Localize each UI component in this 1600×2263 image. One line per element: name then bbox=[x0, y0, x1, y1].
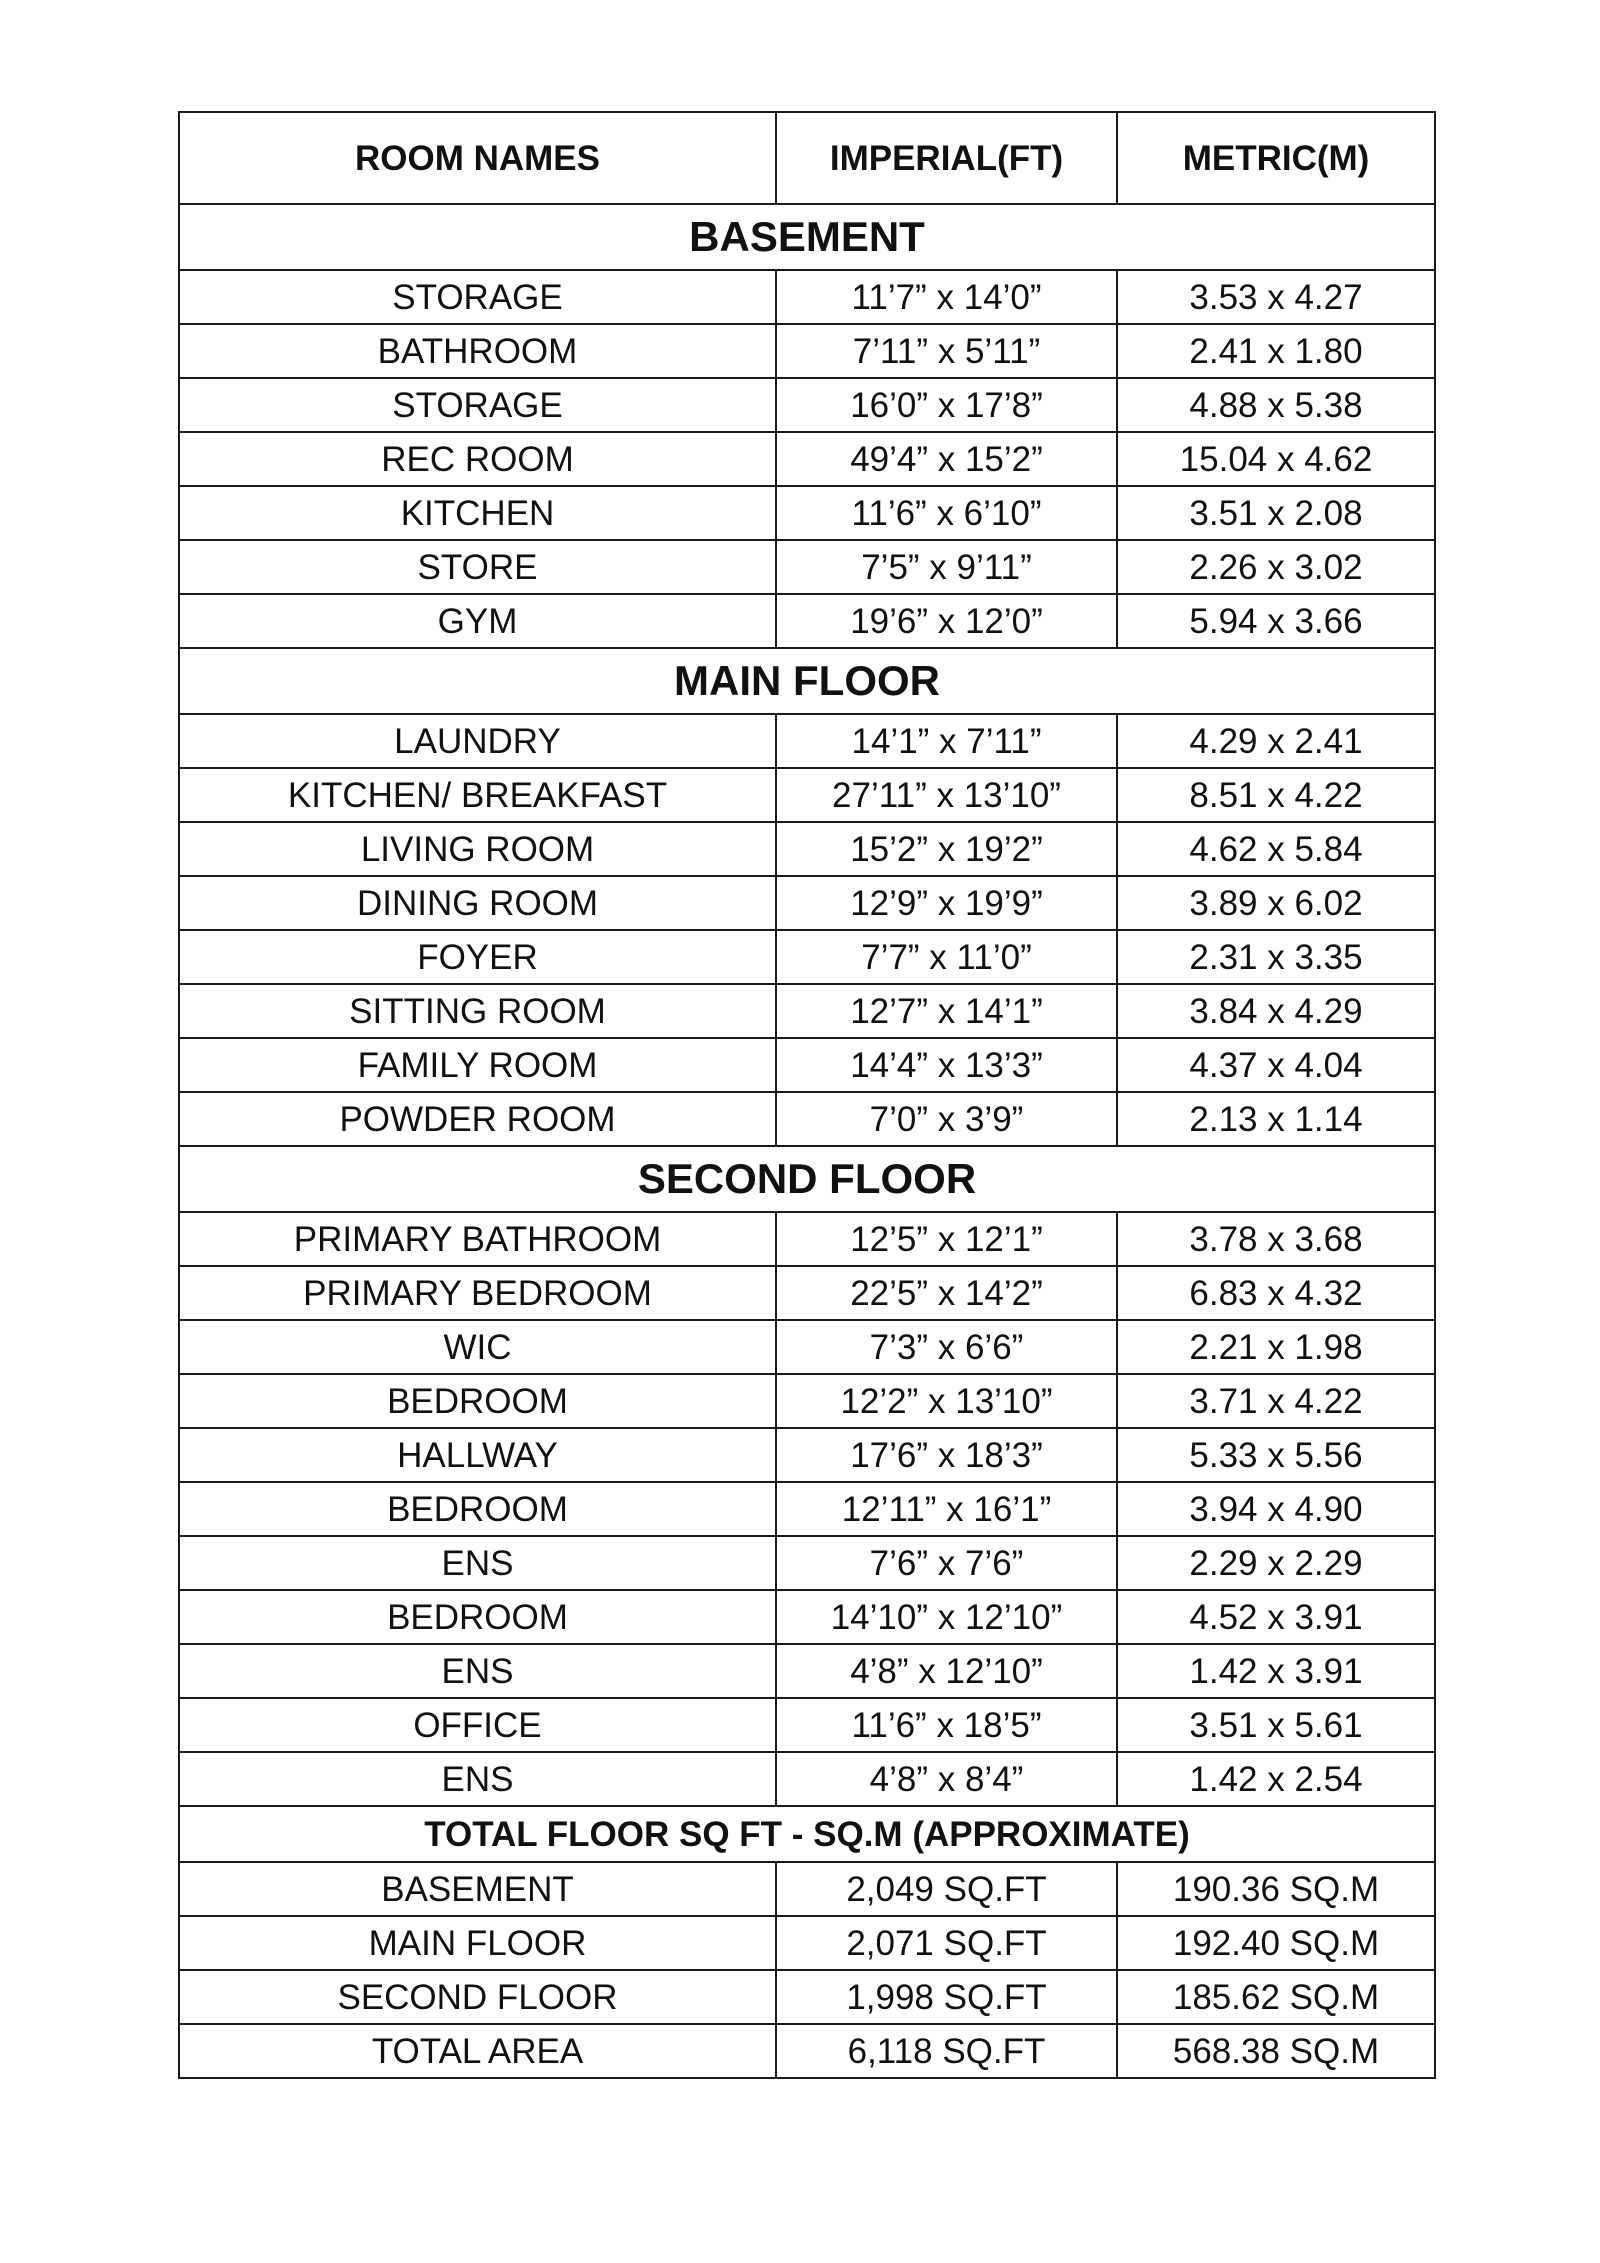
table-row bbox=[179, 876, 1435, 930]
room-name-cell: DINING ROOM bbox=[179, 876, 776, 930]
imperial-dimension-cell: 22’5” x 14’2” bbox=[776, 1266, 1117, 1320]
table-row bbox=[179, 1590, 1435, 1644]
imperial-dimension-cell: 12’7” x 14’1” bbox=[776, 984, 1117, 1038]
metric-dimension-cell: 1.42 x 2.54 bbox=[1117, 1752, 1435, 1806]
room-name-cell: ENS bbox=[179, 1752, 776, 1806]
table-row bbox=[179, 768, 1435, 822]
room-name-cell: OFFICE bbox=[179, 1698, 776, 1752]
metric-dimension-cell: 190.36 SQ.M bbox=[1117, 1862, 1435, 1916]
room-name-cell: BEDROOM bbox=[179, 1590, 776, 1644]
section-title: MAIN FLOOR bbox=[179, 648, 1435, 714]
metric-dimension-cell: 2.41 x 1.80 bbox=[1117, 324, 1435, 378]
imperial-dimension-cell: 17’6” x 18’3” bbox=[776, 1428, 1117, 1482]
metric-dimension-cell: 2.31 x 3.35 bbox=[1117, 930, 1435, 984]
section-title: BASEMENT bbox=[179, 204, 1435, 270]
table-row bbox=[179, 1428, 1435, 1482]
room-name-cell: ENS bbox=[179, 1536, 776, 1590]
imperial-dimension-cell: 14’1” x 7’11” bbox=[776, 714, 1117, 768]
table-row bbox=[179, 822, 1435, 876]
table-row bbox=[179, 378, 1435, 432]
imperial-dimension-cell: 4’8” x 12’10” bbox=[776, 1644, 1117, 1698]
imperial-dimension-cell: 49’4” x 15’2” bbox=[776, 432, 1117, 486]
metric-dimension-cell: 8.51 x 4.22 bbox=[1117, 768, 1435, 822]
imperial-dimension-cell: 7’6” x 7’6” bbox=[776, 1536, 1117, 1590]
room-name-cell: STORE bbox=[179, 540, 776, 594]
room-name-cell: STORAGE bbox=[179, 378, 776, 432]
section-header-row bbox=[179, 1146, 1435, 1212]
table-row bbox=[179, 1320, 1435, 1374]
totals-row bbox=[179, 1916, 1435, 1970]
room-name-cell: MAIN FLOOR bbox=[179, 1916, 776, 1970]
metric-dimension-cell: 3.84 x 4.29 bbox=[1117, 984, 1435, 1038]
metric-dimension-cell: 3.51 x 5.61 bbox=[1117, 1698, 1435, 1752]
imperial-dimension-cell: 2,071 SQ.FT bbox=[776, 1916, 1117, 1970]
room-name-cell: TOTAL AREA bbox=[179, 2024, 776, 2078]
imperial-dimension-cell: 16’0” x 17’8” bbox=[776, 378, 1117, 432]
totals-row bbox=[179, 1970, 1435, 2024]
room-dimensions-table bbox=[178, 111, 1436, 2079]
header-metric: METRIC(M) bbox=[1117, 112, 1435, 204]
table-row bbox=[179, 1644, 1435, 1698]
table-row bbox=[179, 270, 1435, 324]
section-header-row bbox=[179, 648, 1435, 714]
imperial-dimension-cell: 12’5” x 12’1” bbox=[776, 1212, 1117, 1266]
metric-dimension-cell: 2.26 x 3.02 bbox=[1117, 540, 1435, 594]
header-imperial: IMPERIAL(FT) bbox=[776, 112, 1117, 204]
metric-dimension-cell: 4.37 x 4.04 bbox=[1117, 1038, 1435, 1092]
section-header-row bbox=[179, 204, 1435, 270]
imperial-dimension-cell: 11’6” x 18’5” bbox=[776, 1698, 1117, 1752]
imperial-dimension-cell: 11’6” x 6’10” bbox=[776, 486, 1117, 540]
table-row bbox=[179, 714, 1435, 768]
metric-dimension-cell: 192.40 SQ.M bbox=[1117, 1916, 1435, 1970]
header-row bbox=[179, 112, 1435, 204]
imperial-dimension-cell: 12’9” x 19’9” bbox=[776, 876, 1117, 930]
metric-dimension-cell: 4.62 x 5.84 bbox=[1117, 822, 1435, 876]
imperial-dimension-cell: 11’7” x 14’0” bbox=[776, 270, 1117, 324]
metric-dimension-cell: 4.88 x 5.38 bbox=[1117, 378, 1435, 432]
metric-dimension-cell: 4.52 x 3.91 bbox=[1117, 1590, 1435, 1644]
imperial-dimension-cell: 14’4” x 13’3” bbox=[776, 1038, 1117, 1092]
totals-title: TOTAL FLOOR SQ FT - SQ.M (APPROXIMATE) bbox=[179, 1806, 1435, 1862]
metric-dimension-cell: 2.29 x 2.29 bbox=[1117, 1536, 1435, 1590]
room-name-cell: SITTING ROOM bbox=[179, 984, 776, 1038]
room-name-cell: PRIMARY BATHROOM bbox=[179, 1212, 776, 1266]
room-name-cell: FOYER bbox=[179, 930, 776, 984]
imperial-dimension-cell: 7’11” x 5’11” bbox=[776, 324, 1117, 378]
imperial-dimension-cell: 7’7” x 11’0” bbox=[776, 930, 1117, 984]
room-name-cell: WIC bbox=[179, 1320, 776, 1374]
room-name-cell: BATHROOM bbox=[179, 324, 776, 378]
table-row bbox=[179, 432, 1435, 486]
metric-dimension-cell: 3.53 x 4.27 bbox=[1117, 270, 1435, 324]
imperial-dimension-cell: 19’6” x 12’0” bbox=[776, 594, 1117, 648]
room-name-cell: SECOND FLOOR bbox=[179, 1970, 776, 2024]
totals-row bbox=[179, 1862, 1435, 1916]
table-row bbox=[179, 1752, 1435, 1806]
table-row bbox=[179, 1374, 1435, 1428]
room-name-cell: POWDER ROOM bbox=[179, 1092, 776, 1146]
imperial-dimension-cell: 27’11” x 13’10” bbox=[776, 768, 1117, 822]
metric-dimension-cell: 3.51 x 2.08 bbox=[1117, 486, 1435, 540]
table-row bbox=[179, 1212, 1435, 1266]
room-name-cell: HALLWAY bbox=[179, 1428, 776, 1482]
imperial-dimension-cell: 7’0” x 3’9” bbox=[776, 1092, 1117, 1146]
imperial-dimension-cell: 6,118 SQ.FT bbox=[776, 2024, 1117, 2078]
table-row bbox=[179, 1698, 1435, 1752]
metric-dimension-cell: 2.13 x 1.14 bbox=[1117, 1092, 1435, 1146]
room-name-cell: KITCHEN/ BREAKFAST bbox=[179, 768, 776, 822]
imperial-dimension-cell: 2,049 SQ.FT bbox=[776, 1862, 1117, 1916]
table-body bbox=[179, 112, 1435, 2078]
totals-row bbox=[179, 2024, 1435, 2078]
metric-dimension-cell: 5.94 x 3.66 bbox=[1117, 594, 1435, 648]
metric-dimension-cell: 3.94 x 4.90 bbox=[1117, 1482, 1435, 1536]
room-name-cell: LAUNDRY bbox=[179, 714, 776, 768]
table-row bbox=[179, 1266, 1435, 1320]
room-name-cell: LIVING ROOM bbox=[179, 822, 776, 876]
imperial-dimension-cell: 1,998 SQ.FT bbox=[776, 1970, 1117, 2024]
metric-dimension-cell: 568.38 SQ.M bbox=[1117, 2024, 1435, 2078]
table-row bbox=[179, 984, 1435, 1038]
metric-dimension-cell: 4.29 x 2.41 bbox=[1117, 714, 1435, 768]
table-row bbox=[179, 1536, 1435, 1590]
room-name-cell: BASEMENT bbox=[179, 1862, 776, 1916]
table-row bbox=[179, 594, 1435, 648]
imperial-dimension-cell: 12’11” x 16’1” bbox=[776, 1482, 1117, 1536]
metric-dimension-cell: 185.62 SQ.M bbox=[1117, 1970, 1435, 2024]
room-name-cell: BEDROOM bbox=[179, 1482, 776, 1536]
room-name-cell: REC ROOM bbox=[179, 432, 776, 486]
room-name-cell: KITCHEN bbox=[179, 486, 776, 540]
room-name-cell: PRIMARY BEDROOM bbox=[179, 1266, 776, 1320]
metric-dimension-cell: 3.89 x 6.02 bbox=[1117, 876, 1435, 930]
imperial-dimension-cell: 12’2” x 13’10” bbox=[776, 1374, 1117, 1428]
metric-dimension-cell: 15.04 x 4.62 bbox=[1117, 432, 1435, 486]
metric-dimension-cell: 6.83 x 4.32 bbox=[1117, 1266, 1435, 1320]
table-row bbox=[179, 1482, 1435, 1536]
imperial-dimension-cell: 7’3” x 6’6” bbox=[776, 1320, 1117, 1374]
imperial-dimension-cell: 7’5” x 9’11” bbox=[776, 540, 1117, 594]
metric-dimension-cell: 3.71 x 4.22 bbox=[1117, 1374, 1435, 1428]
metric-dimension-cell: 3.78 x 3.68 bbox=[1117, 1212, 1435, 1266]
table-row bbox=[179, 486, 1435, 540]
room-dimensions-sheet bbox=[178, 111, 1434, 2079]
room-name-cell: GYM bbox=[179, 594, 776, 648]
room-name-cell: ENS bbox=[179, 1644, 776, 1698]
table-row bbox=[179, 540, 1435, 594]
room-name-cell: STORAGE bbox=[179, 270, 776, 324]
imperial-dimension-cell: 15’2” x 19’2” bbox=[776, 822, 1117, 876]
metric-dimension-cell: 2.21 x 1.98 bbox=[1117, 1320, 1435, 1374]
imperial-dimension-cell: 4’8” x 8’4” bbox=[776, 1752, 1117, 1806]
imperial-dimension-cell: 14’10” x 12’10” bbox=[776, 1590, 1117, 1644]
table-row bbox=[179, 930, 1435, 984]
header-room-names: ROOM NAMES bbox=[179, 112, 776, 204]
totals-header-row bbox=[179, 1806, 1435, 1862]
metric-dimension-cell: 5.33 x 5.56 bbox=[1117, 1428, 1435, 1482]
table-row bbox=[179, 1038, 1435, 1092]
table-row bbox=[179, 1092, 1435, 1146]
room-name-cell: FAMILY ROOM bbox=[179, 1038, 776, 1092]
table-row bbox=[179, 324, 1435, 378]
section-title: SECOND FLOOR bbox=[179, 1146, 1435, 1212]
room-name-cell: BEDROOM bbox=[179, 1374, 776, 1428]
metric-dimension-cell: 1.42 x 3.91 bbox=[1117, 1644, 1435, 1698]
